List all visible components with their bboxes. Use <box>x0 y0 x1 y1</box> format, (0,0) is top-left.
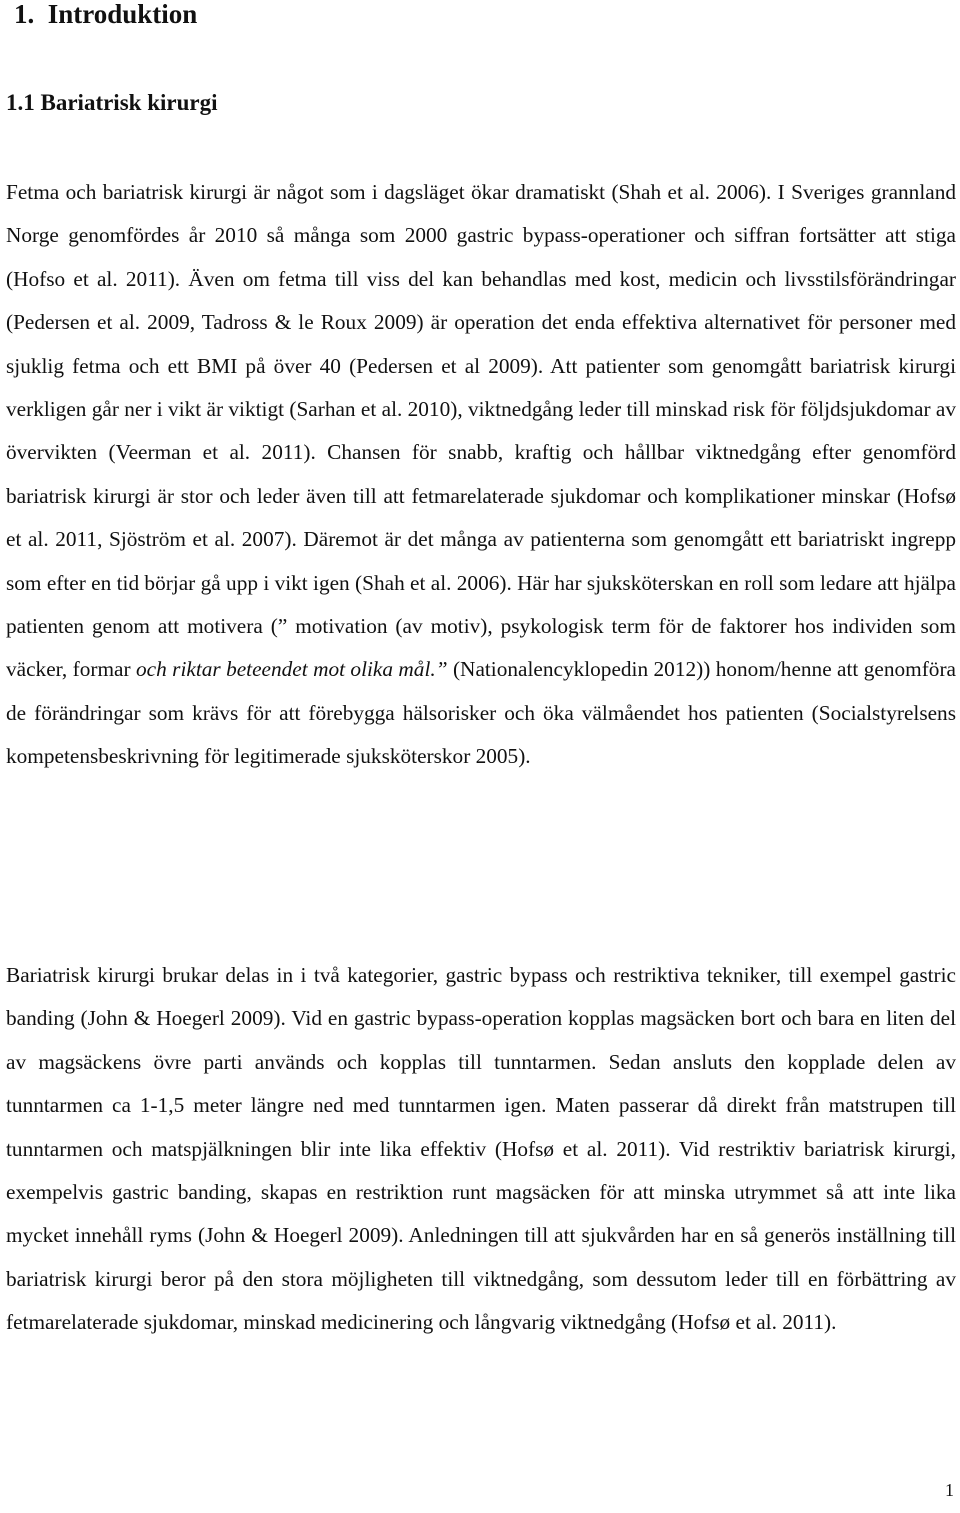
paragraph-1-italic-quote: och riktar beteendet mot olika mål.” <box>136 657 448 682</box>
paragraph-1-text: Fetma och bariatrisk kirurgi är något som i dagsläget ökar dramatiskt (Shah et al. 2006). I Sveriges grannland Norge genomfördes år 2010 så många som 2000 gastric bypass-operationer och siffran fortsätter att stiga (Hofso et al. 2011). Även om fetma till viss del kan behandlas med kost, medicin och livsstilsförändringar (Pedersen et al. 2009, Tadross & le Roux 2009) är operation det enda effektiva alternativet för personer med sjuklig fetma och ett BMI på över 40 (Pedersen et al 2009). Att patienter som genomgått bariatrisk kirurgi verkligen går ner i vikt är viktigt (Sarhan et al. 2010), viktnedgång leder till minskad risk för följdsjukdomar av övervikten (Veerman et al. 2011). Chansen för snabb, kraftig och hållbar viktnedgång efter genomförd bariatrisk kirurgi är stor och leder även till att fetmarelaterade sjukdomar och komplikationer minskar (Hofsø et al. 2011, Sjöström et al. 2007). Däremot är det många av patienterna som genomgått ett bariatriskt ingrepp som efter en tid börjar gå upp i vikt igen (Shah et al. 2006). Här har sjuksköterskan en roll som ledare att hjälpa patienten genom att motivera (” motivation (av motiv), psykologisk term för de faktorer hos individen som väcker, formar <box>6 180 956 682</box>
body-paragraph-1 <box>6 171 956 779</box>
page-number: 1 <box>945 1480 954 1500</box>
section-heading <box>14 0 197 34</box>
subsection-heading <box>6 86 217 120</box>
paragraph-1-text-continued: (Nationalencyklopedin 2012)) honom/henne att genomföra de förändringar som krävs för att förebygga hälsorisker och öka välmåendet hos patienten (Socialstyrelsens kompetensbeskrivning för legitimerade sjuksköterskor 2005). <box>6 657 956 769</box>
subsection-title: Bariatrisk kirurgi <box>40 90 218 115</box>
subsection-number: 1.1 <box>6 90 35 115</box>
body-paragraph-2: Bariatrisk kirurgi brukar delas in i två kategorier, gastric bypass och restriktiva tekniker, till exempel gastric banding (John & Hoegerl 2009). Vid en gastric bypass-operation kopplas magsäcken bort och bara en liten del av magsäckens övre parti används och kopplas till tunntarmen. Sedan ansluts den kopplade delen av tunntarmen ca 1-1,5 meter längre ned med tunntarmen igen. Maten passerar då direkt från matstrupen till tunntarmen och matspjälkningen blir inte lika effektiv (Hofsø et al. 2011). Vid restriktiv bariatrisk kirurgi, exempelvis gastric banding, skapas en restriktion runt magsäcken för att minska utrymmet så att inte lika mycket innehåll ryms (John & Hoegerl 2009). Anledningen till att sjukvården har en så generös inställning till bariatrisk kirurgi beror på den stora möjligheten till viktnedgång, som dessutom leder till en förbättring av fetmarelaterade sjukdomar, minskad medicinering och långvarig viktnedgång (Hofsø et al. 2011). <box>6 963 956 1335</box>
section-title: Introduktion <box>47 0 198 29</box>
section-number: 1. <box>14 0 35 29</box>
